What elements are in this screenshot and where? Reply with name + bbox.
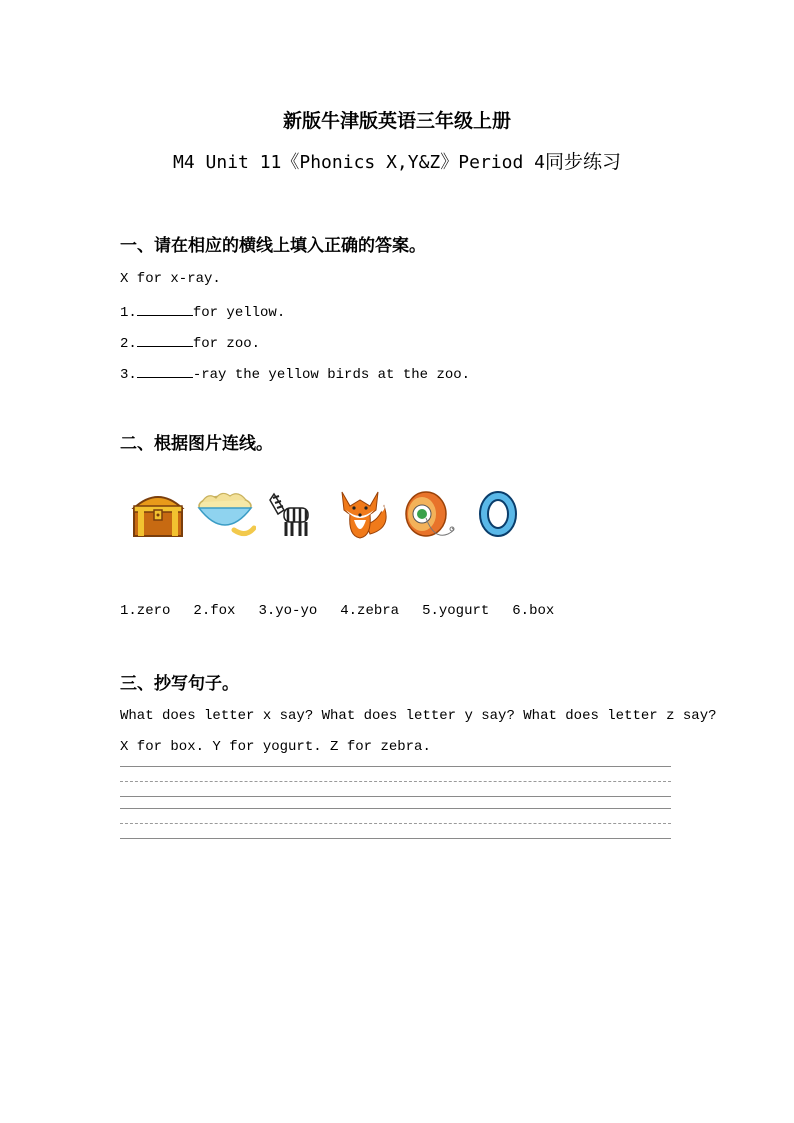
yo-yo-icon[interactable] [400,484,460,544]
zebra-icon[interactable] [264,484,324,544]
writing-line [120,781,671,782]
exercise-item-2 [120,333,260,352]
choice-item: 1.zero [120,603,171,619]
section2-heading: 二、根据图片连线。 [120,434,273,454]
subtitle-latin: M4 Unit 11《Phonics X,Y&Z》Period 4 [173,152,545,173]
copy-sentence-1: What does letter x say? What does letter y say? What does letter z say? [120,708,717,724]
choice-item: 3.yo-yo [258,603,318,619]
item-number: 2. [120,336,137,352]
writing-line [120,766,671,767]
choice-item: 4.zebra [340,603,400,619]
writing-line [120,808,671,809]
choice-item: 2.fox [193,603,236,619]
writing-line [120,796,671,797]
choice-item: 6.box [512,603,555,619]
choice-item: 5.yogurt [422,603,490,619]
item-number: 1. [120,305,137,321]
exercise-item-3 [120,364,470,383]
answer-blank[interactable] [137,333,193,347]
page-subtitle [0,147,794,174]
item-text: for yellow. [192,305,286,321]
subtitle-cjk: 同步练习 [544,151,621,173]
zero-icon[interactable] [468,484,528,544]
writing-line [120,838,671,839]
choice-list [120,603,577,619]
item-text: for zoo. [192,336,261,352]
yogurt-bowl-icon[interactable] [196,484,256,544]
writing-line [120,823,671,824]
picture-row [128,484,528,544]
treasure-chest-icon[interactable] [128,484,188,544]
answer-blank[interactable] [137,302,193,316]
section3-heading: 三、抄写句子。 [120,674,239,694]
fox-icon[interactable] [332,484,392,544]
exercise-item-1 [120,302,285,321]
item-number: 3. [120,367,137,383]
item-text: -ray the yellow birds at the zoo. [192,367,471,383]
answer-blank[interactable] [137,364,193,378]
copy-sentence-2: X for box. Y for yogurt. Z for zebra. [120,739,431,755]
section1-heading: 一、请在相应的横线上填入正确的答案。 [120,236,426,256]
page-title: 新版牛津版英语三年级上册 [282,110,511,132]
example-line: X for x-ray. [120,271,221,287]
